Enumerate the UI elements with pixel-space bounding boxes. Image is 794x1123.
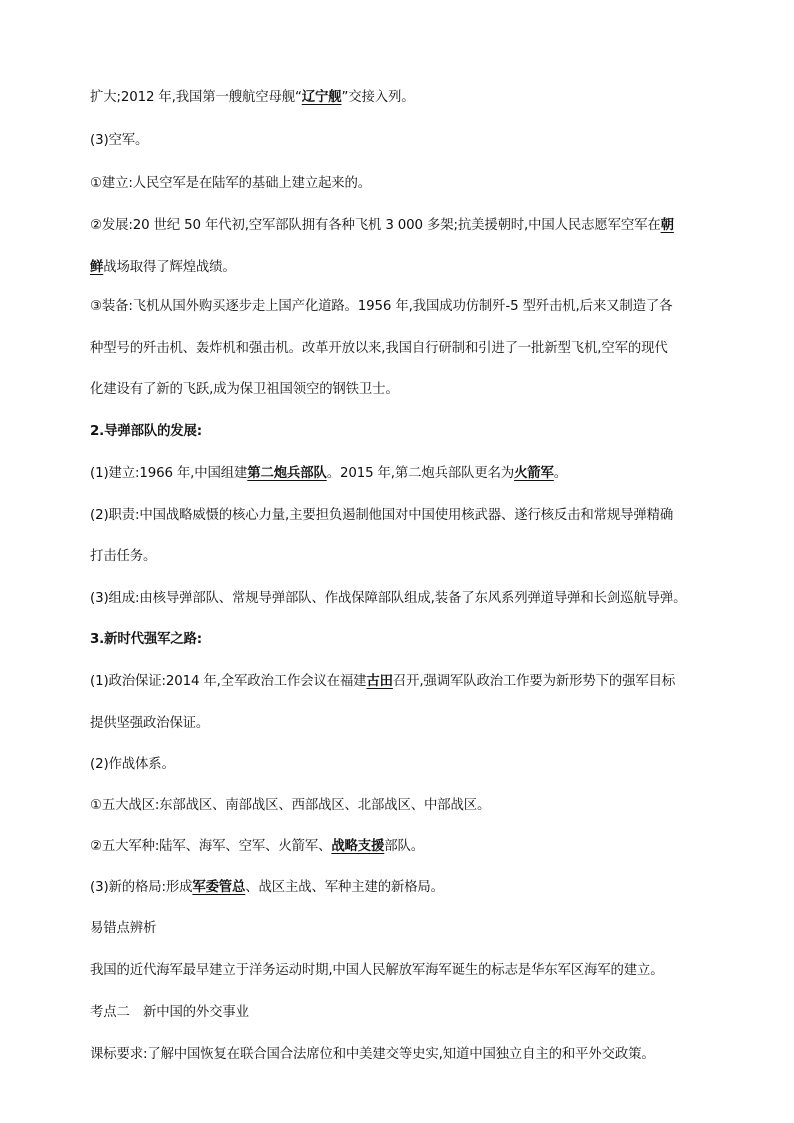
text-span: 。 bbox=[553, 466, 568, 481]
text-line: ③装备:飞机从国外购买逐步走上国产化道路。1956 年,我国成功仿制歼-5 型歼击机,后来又制造了各 bbox=[90, 299, 673, 314]
text-span: (1)政治保证:2014 年,全军政治工作会议在福建 bbox=[90, 674, 367, 689]
key-term: 辽宁舰 bbox=[301, 90, 342, 105]
text-line: 提供坚强政治保证。 bbox=[90, 716, 210, 731]
text-line: (3)空军。 bbox=[90, 133, 149, 148]
text-span: ”交接入列。 bbox=[341, 90, 415, 105]
text-span: 部队。 bbox=[384, 839, 425, 854]
text-line: 化建设有了新的飞跃,成为保卫祖国领空的钢铁卫士。 bbox=[90, 382, 399, 397]
text-line bbox=[90, 216, 710, 236]
key-term: 鲜 bbox=[90, 260, 104, 275]
text-line: 我国的近代海军最早建立于洋务运动时期,中国人民解放军海军诞生的标志是华东军区海军的建立。 bbox=[90, 963, 664, 978]
text-span: 、战区主战、军种主建的新格局。 bbox=[245, 880, 444, 895]
text-line bbox=[90, 672, 710, 692]
text-span: 。2015 年,第二炮兵部队更名为 bbox=[326, 466, 515, 481]
text-line: ①五大战区:东部战区、南部战区、西部战区、北部战区、中部战区。 bbox=[90, 798, 491, 813]
text-span: 扩大;2012 年,我国第一艘航空母舰“ bbox=[90, 90, 302, 105]
text-line: (3)组成:由核导弹部队、常规导弹部队、作战保障部队组成,装备了东风系列弹道导弹和长剑巡航导弹。 bbox=[90, 591, 687, 606]
text-line bbox=[90, 88, 710, 108]
text-span: ②发展:20 世纪 50 年代初,空军部队拥有各种飞机 3 000 多架;抗美援朝时,中国人民志愿军空军在 bbox=[90, 218, 661, 233]
key-term: 古田 bbox=[366, 674, 393, 689]
text-line bbox=[90, 837, 710, 857]
text-line: (2)作战体系。 bbox=[90, 757, 175, 772]
text-line bbox=[90, 878, 710, 898]
key-term: 火箭军 bbox=[514, 466, 554, 481]
text-line bbox=[90, 464, 710, 484]
key-term: 第二炮兵部队 bbox=[247, 466, 327, 481]
section-heading: 2.导弹部队的发展: bbox=[90, 424, 202, 439]
text-span: (3)新的格局:形成 bbox=[90, 880, 193, 895]
text-line: 课标要求:了解中国恢复在联合国合法席位和中美建交等史实,知道中国独立自主的和平外交政策。 bbox=[90, 1047, 655, 1062]
text-line bbox=[90, 258, 710, 278]
subsection-label: 考点二 新中国的外交事业 bbox=[90, 1005, 249, 1020]
subsection-label: 易错点辨析 bbox=[90, 921, 157, 936]
key-term: 战略支援 bbox=[331, 839, 385, 854]
text-line: 种型号的歼击机、轰炸机和强击机。改革开放以来,我国自行研制和引进了一批新型飞机,空军的现代 bbox=[90, 341, 668, 356]
text-span: 召开,强调军队政治工作要为新形势下的强军目标 bbox=[392, 674, 676, 689]
key-term: 朝 bbox=[660, 218, 674, 233]
text-span: ②五大军种:陆军、海军、空军、火箭军、 bbox=[90, 839, 332, 854]
text-line: (2)职责:中国战略威慑的核心力量,主要担负遏制他国对中国使用核武器、遂行核反击和常规导弹精确 bbox=[90, 508, 674, 523]
text-line: 打击任务。 bbox=[90, 549, 157, 564]
section-heading: 3.新时代强军之路: bbox=[90, 632, 202, 647]
text-span: 战场取得了辉煌战绩。 bbox=[103, 260, 236, 275]
text-span: (1)建立:1966 年,中国组建 bbox=[90, 466, 248, 481]
key-term: 军委管总 bbox=[192, 880, 246, 895]
text-line: ①建立:人民空军是在陆军的基础上建立起来的。 bbox=[90, 176, 372, 191]
